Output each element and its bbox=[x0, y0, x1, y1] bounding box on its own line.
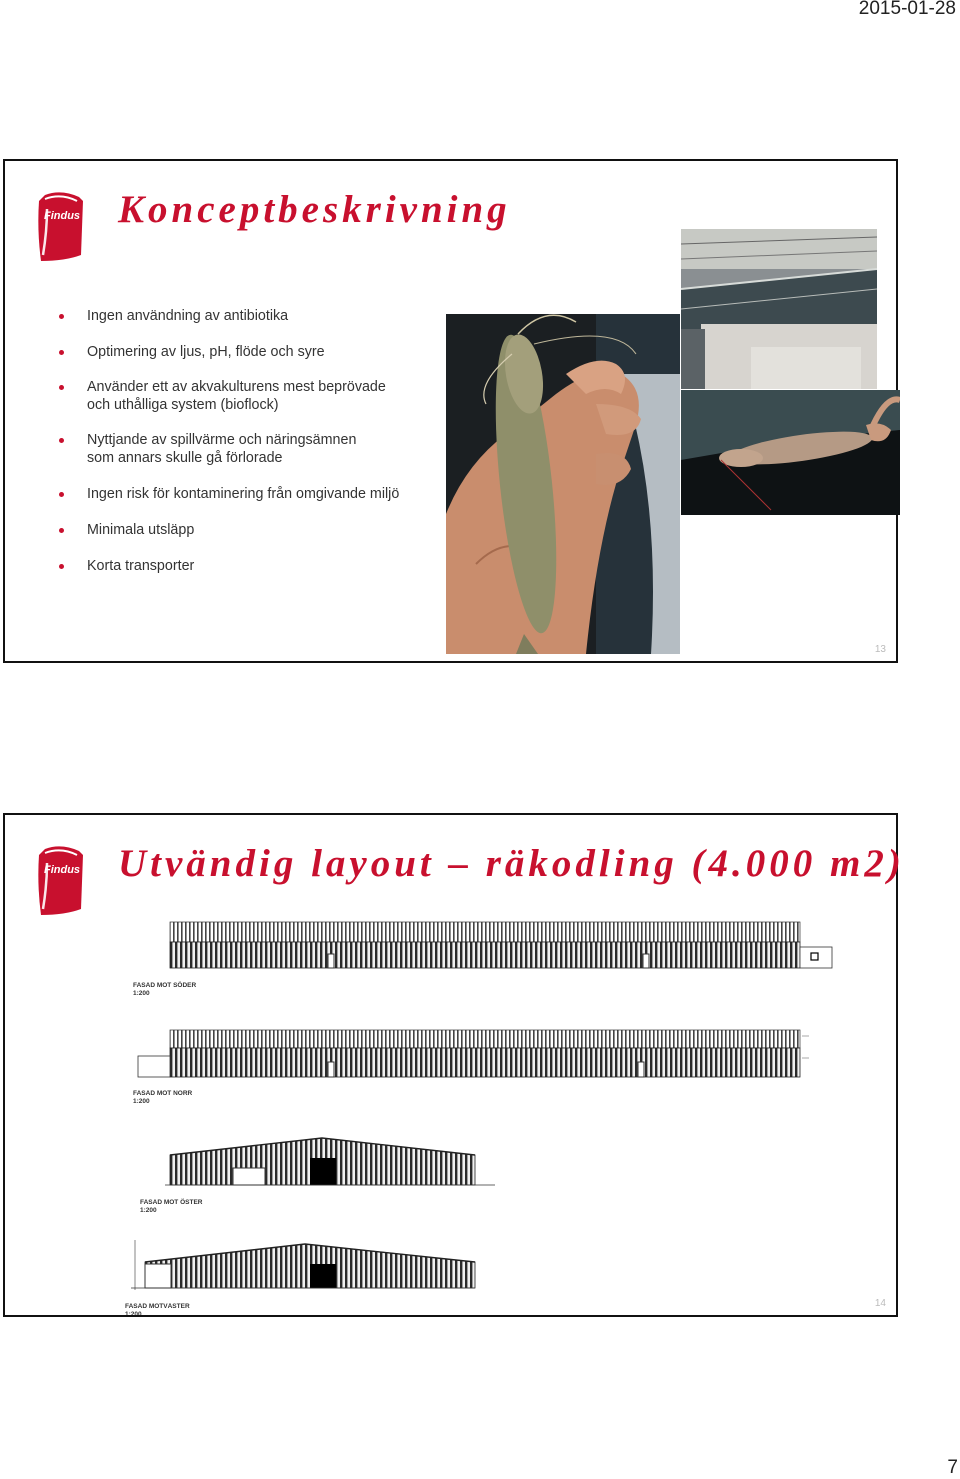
slide-title: Utvändig layout – räkodling (4.000 m2) bbox=[118, 842, 905, 885]
shrimp-on-tank-photo bbox=[681, 390, 900, 515]
logo-text: Findus bbox=[44, 210, 81, 222]
bullet-item: Ingen risk för kontaminering från omgivande miljö bbox=[59, 485, 439, 503]
elevation-label-north: FASAD MOT NORR 1:200 bbox=[133, 1090, 193, 1105]
page-date: 2015-01-28 bbox=[858, 0, 956, 19]
bullet-item: Nyttjande av spillvärme och näringsämnen som annars skulle gå förlorade bbox=[59, 431, 439, 467]
bullet-item: Minimala utsläpp bbox=[59, 521, 439, 539]
slide-14 bbox=[3, 813, 905, 1317]
bullet-item: Korta transporter bbox=[59, 557, 439, 575]
bullet-item: Optimering av ljus, pH, flöde och syre bbox=[59, 343, 439, 361]
shrimp-in-hand-photo bbox=[446, 314, 680, 654]
aquaculture-tank-photo bbox=[681, 229, 877, 389]
slide-number: 13 bbox=[874, 644, 886, 655]
page-number: 7 bbox=[947, 1457, 958, 1478]
findus-logo bbox=[35, 845, 87, 917]
facade-west bbox=[131, 1240, 475, 1290]
facade-east bbox=[165, 1138, 495, 1185]
building-elevations bbox=[5, 910, 896, 1315]
findus-logo bbox=[35, 191, 87, 263]
elevation-label-west: FASAD MOTVÄSTER 1:200 bbox=[125, 1303, 190, 1315]
slide-title: Konceptbeskrivning bbox=[118, 188, 511, 231]
elevation-label-east: FASAD MOT ÖSTER 1:200 bbox=[140, 1199, 203, 1214]
slide-13 bbox=[3, 159, 898, 663]
bullet-list bbox=[59, 307, 439, 575]
bullet-item: Ingen användning av antibiotika bbox=[59, 307, 439, 325]
logo-text: Findus bbox=[44, 864, 81, 876]
facade-north bbox=[138, 1030, 809, 1077]
bullet-item: Använder ett av akvakulturens mest beprövade och uthålliga system (bioflock) bbox=[59, 378, 439, 414]
slide-number: 14 bbox=[874, 1298, 886, 1309]
elevation-label-south: FASAD MOT SÖDER 1:200 bbox=[133, 982, 197, 997]
facade-south bbox=[170, 922, 832, 968]
